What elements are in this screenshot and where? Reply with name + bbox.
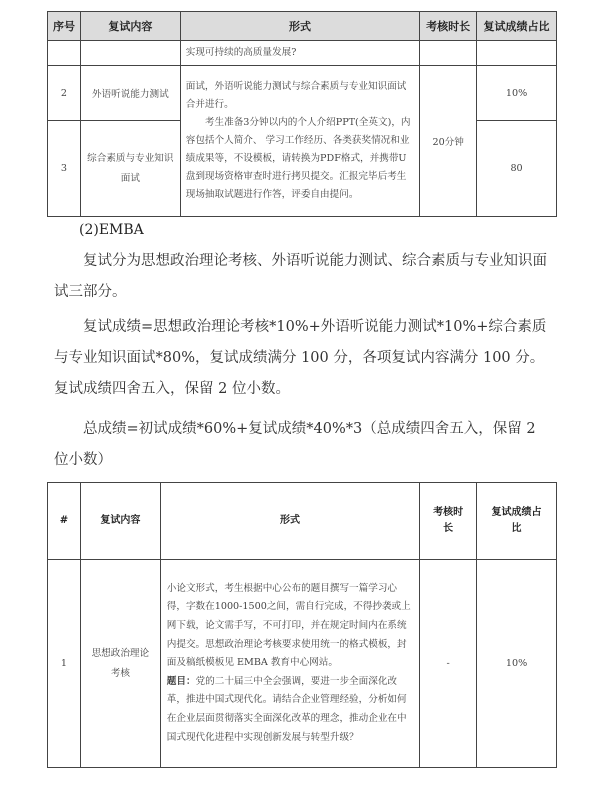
- topic-text: 党的二十届三中全会强调，要进一步全面深化改革，推进中国式现代化。请结合企业管理经验，分析如何在企业层面贯彻落实全面深化改革的理念，推动企业在中国式现代化进程中实现创新发展与转型升级？: [166, 675, 407, 743]
- form-paragraph: 面试，外语听说能力测试与综合素质与专业知识面试合并进行。: [185, 81, 407, 110]
- header-number: 序号: [48, 12, 81, 41]
- topic-paragraph: [167, 673, 413, 747]
- row-content: 思想政治理论考核: [80, 560, 160, 768]
- form-paragraph: 小论文形式，考生根据中心公布的题目撰写一篇学习心得，字数在1000-1500之间，需自行完成，不得抄袭或上网下载，论文需手写，不可打印，并在规定时间内在系统内提交。思想政治理论考核要求使用统一的格式模板，封面及稿纸模板见 EMBA 教育中心网站。: [166, 582, 411, 669]
- row-number: 2: [48, 66, 81, 121]
- topic-label: 题目：: [166, 675, 196, 687]
- table-header-row: [48, 12, 557, 41]
- paragraph: 复试分为思想政治理论考核、外语听说能力测试、综合素质与专业知识面试三部分。: [54, 253, 547, 300]
- form-cell-merged: [180, 66, 420, 217]
- paragraph: 总成绩=初试成绩*60%+复试成绩*40%*3（总成绩四舍五入，保留 2 位小数）: [54, 421, 536, 468]
- header-ratio: 复试成绩占比: [477, 483, 557, 560]
- row-ratio: 10%: [477, 66, 557, 121]
- header-duration: 考核时长: [420, 483, 477, 560]
- header-content: 复试内容: [80, 483, 160, 560]
- paragraph: 复试成绩=思想政治理论考核*10%+外语听说能力测试*10%+综合素质与专业知识面试*80%，复试成绩满分 100 分，各项复试内容满分 100 分。复试成绩四舍五入，保留 2 位小数。: [54, 319, 547, 397]
- table-header-row: [48, 483, 557, 560]
- header-duration: 考核时长: [420, 12, 477, 41]
- row-number: 1: [48, 560, 81, 768]
- table-row: [48, 66, 557, 121]
- form-cell-continued: 实现可持续的高质量发展?: [180, 41, 420, 66]
- form-cell: [160, 560, 419, 768]
- table-row: [48, 560, 557, 768]
- duration-cell: -: [420, 560, 477, 768]
- header-content: 复试内容: [80, 12, 180, 41]
- row-ratio: 10%: [477, 560, 557, 768]
- section-heading: (2)EMBA: [79, 222, 144, 238]
- duration-cell: 20分钟: [420, 66, 477, 217]
- form-paragraph: 考生准备3分钟以内的个人介绍PPT(全英文)，内容包括个人简介、 学习工作经历、各类获奖情况和业绩成果等，不设模板，请转换为PDF格式，并携带U盘到现场资格审查时进行拷贝提交。汇报完毕后考生现场抽取试题进行作答，评委自由提问。: [185, 117, 411, 200]
- row-content: 外语听说能力测试: [80, 66, 180, 121]
- row-number: 3: [48, 121, 81, 217]
- row-content: 综合素质与专业知识面试: [80, 121, 180, 217]
- table-row-continued: [48, 41, 557, 66]
- header-form: 形式: [180, 12, 420, 41]
- row-ratio: 80: [477, 121, 557, 217]
- header-ratio: 复试成绩占比: [477, 12, 557, 41]
- assessment-table-mba: [47, 11, 557, 217]
- assessment-table-emba: [47, 482, 557, 768]
- header-number: #: [48, 483, 81, 560]
- header-form: 形式: [160, 483, 419, 560]
